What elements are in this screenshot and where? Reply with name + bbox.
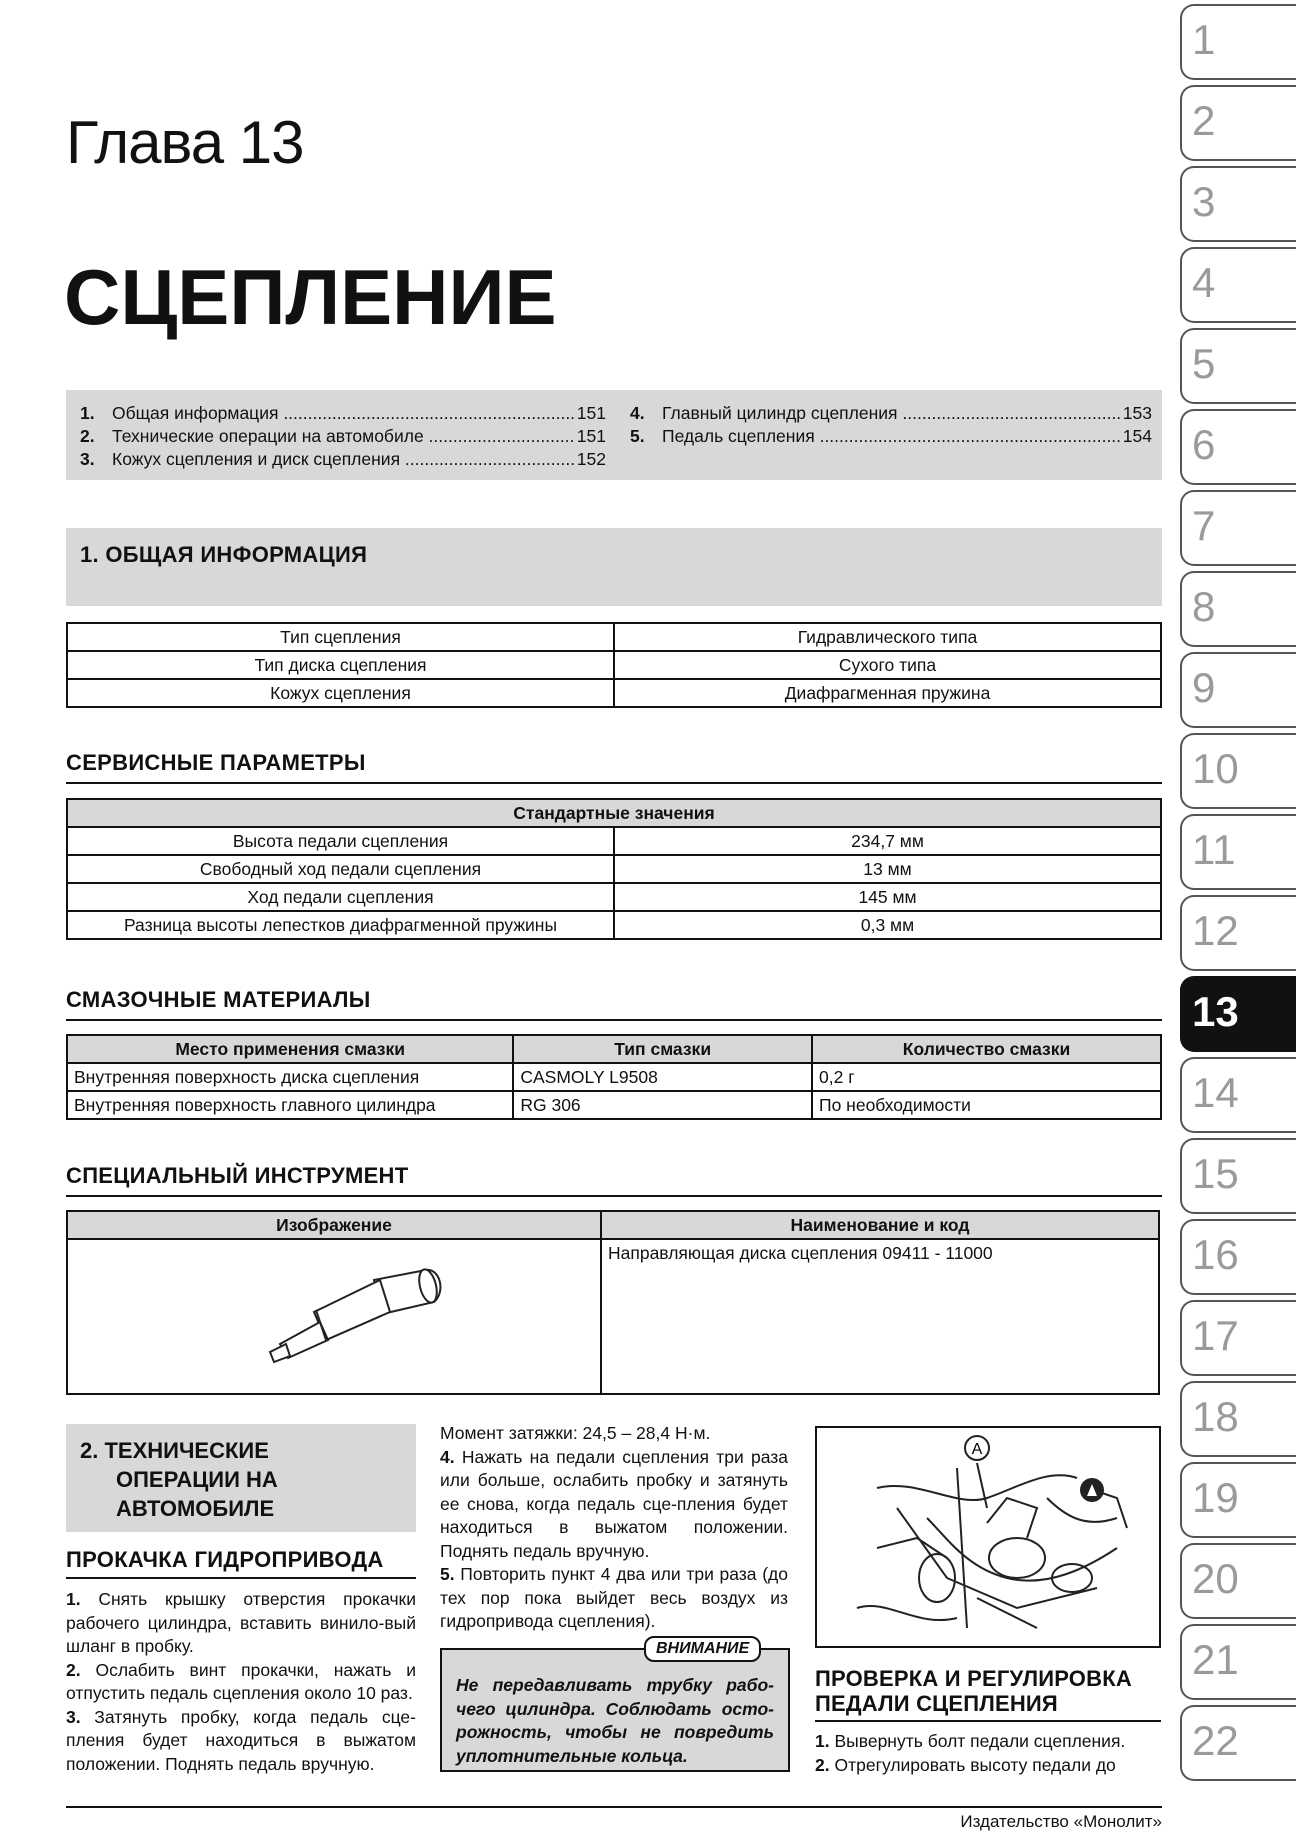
chapter-tab-22[interactable]: 22 — [1180, 1705, 1296, 1781]
list-item: 4. Нажать на педали сцепления три раза или больше, ослабить пробку и затянуть ее снова, когда педаль сце-пления будет находиться в выжатом положении. Поднять педаль вручную. — [440, 1446, 788, 1561]
bleeding-steps-column — [66, 1588, 416, 1776]
chapter-tab-6[interactable]: 6 — [1180, 409, 1296, 485]
pointer-line — [977, 1463, 987, 1508]
table-cell: По необходимости — [812, 1091, 1161, 1119]
table-cell: CASMOLY L9508 — [513, 1063, 812, 1091]
toc-item[interactable]: 5. Педаль сцепления ..... 154 — [616, 425, 1152, 448]
section-title-line: АВТОМОБИЛЕ — [116, 1496, 275, 1521]
chapter-tab-8[interactable]: 8 — [1180, 571, 1296, 647]
special-tools-table — [66, 1210, 1160, 1395]
chapter-tab-3[interactable]: 3 — [1180, 166, 1296, 242]
chapter-tab-20[interactable]: 20 — [1180, 1543, 1296, 1619]
table-row — [67, 1091, 1161, 1119]
list-item: 2. Отрегулировать высоту педали до — [815, 1754, 1116, 1775]
table-row — [67, 651, 1161, 679]
section-general-info-header — [66, 528, 1162, 606]
table-cell: Тип сцепления — [67, 623, 614, 651]
lubricants-heading: СМАЗОЧНЫЕ МАТЕРИАЛЫ — [66, 987, 1162, 1021]
table-cell: Кожух сцепления — [67, 679, 614, 707]
chapter-tab-19[interactable]: 19 — [1180, 1462, 1296, 1538]
table-cell: 234,7 мм — [614, 827, 1161, 855]
table-row — [67, 1211, 1159, 1239]
lubricants-table — [66, 1034, 1162, 1120]
warning-title: ВНИМАНИЕ — [644, 1636, 761, 1662]
chapter-tab-21[interactable]: 21 — [1180, 1624, 1296, 1700]
chapter-tab-13-active[interactable]: 13 — [1180, 976, 1296, 1052]
toc-item[interactable]: 1. Общая информация ..... 151 — [66, 402, 606, 425]
clutch-mechanism-illustration — [817, 1428, 1159, 1646]
table-header: Место применения смазки — [67, 1035, 513, 1063]
chapter-tab-15[interactable]: 15 — [1180, 1138, 1296, 1214]
table-cell: 145 мм — [614, 883, 1161, 911]
special-tools-heading: СПЕЦИАЛЬНЫЙ ИНСТРУМЕНТ — [66, 1163, 1162, 1197]
table-header: Количество смазки — [812, 1035, 1161, 1063]
chapter-tab-2[interactable]: 2 — [1180, 85, 1296, 161]
table-cell: Ход педали сцепления — [67, 883, 614, 911]
torque-note: Момент затяжки: 24,5 – 28,4 Н·м. — [440, 1423, 711, 1443]
table-header: Наименование и код — [601, 1211, 1159, 1239]
section-title: 1. ОБЩАЯ ИНФОРМАЦИЯ — [80, 542, 368, 567]
table-row — [67, 1035, 1161, 1063]
table-cell: 13 мм — [614, 855, 1161, 883]
general-info-table — [66, 622, 1162, 708]
toc-left-column — [66, 402, 606, 471]
clutch-pedal-figure — [815, 1426, 1161, 1648]
table-cell: Высота педали сцепления — [67, 827, 614, 855]
tool-name-cell: Направляющая диска сцепления 09411 - 11000 — [601, 1239, 1159, 1394]
table-cell: Гидравлического типа — [614, 623, 1161, 651]
table-header: Тип смазки — [513, 1035, 812, 1063]
chapter-tab-5[interactable]: 5 — [1180, 328, 1296, 404]
table-cell: Внутренняя поверхность диска сцепления — [67, 1063, 513, 1091]
chapter-tab-18[interactable]: 18 — [1180, 1381, 1296, 1457]
toc-right-column — [616, 402, 1152, 448]
table-cell: Свободный ход педали сцепления — [67, 855, 614, 883]
section-title-line: ОПЕРАЦИИ НА — [116, 1467, 278, 1492]
table-row — [67, 827, 1161, 855]
table-row — [67, 1239, 1159, 1394]
warning-box — [440, 1640, 790, 1772]
chapter-tab-4[interactable]: 4 — [1180, 247, 1296, 323]
table-cell: Разница высоты лепестков диафрагменной пружины — [67, 911, 614, 939]
table-row — [67, 1063, 1161, 1091]
table-cell: Диафрагменная пружина — [614, 679, 1161, 707]
chapter-tab-11[interactable]: 11 — [1180, 814, 1296, 890]
list-item: 2. Ослабить винт прокачки, нажать и отпустить педаль сцепления около 10 раз. — [66, 1659, 416, 1703]
chapter-tab-1[interactable]: 1 — [1180, 4, 1296, 80]
pedal-check-heading: ПРОВЕРКА И РЕГУЛИРОВКА ПЕДАЛИ СЦЕПЛЕНИЯ — [815, 1666, 1161, 1722]
pedal-check-steps-column — [815, 1730, 1161, 1777]
list-item: 1. Снять крышку отверстия прокачки рабочего цилиндра, вставить винило-вый шланг в пробку. — [66, 1589, 416, 1656]
chapter-tab-7[interactable]: 7 — [1180, 490, 1296, 566]
warning-text: Не передавливать трубку рабо-чего цилиндра. Соблюдать осто-рожность, чтобы не повредить уплотнительные кольца. — [456, 1675, 774, 1766]
footer-divider — [66, 1806, 1162, 1808]
table-header: Стандартные значения — [67, 799, 1161, 827]
callout-a-label: A — [971, 1441, 983, 1458]
table-row — [67, 883, 1161, 911]
toc-item[interactable]: 4. Главный цилиндр сцепления ..... 153 — [616, 402, 1152, 425]
toc-item[interactable]: 3. Кожух сцепления и диск сцепления ..... 152 — [66, 448, 606, 471]
publisher-footer: Издательство «Монолит» — [960, 1812, 1162, 1831]
chapter-tab-17[interactable]: 17 — [1180, 1300, 1296, 1376]
service-params-heading: СЕРВИСНЫЕ ПАРАМЕТРЫ — [66, 750, 1162, 784]
table-row — [67, 623, 1161, 651]
table-cell: Тип диска сцепления — [67, 651, 614, 679]
service-params-table — [66, 798, 1162, 940]
list-item: 5. Повторить пункт 4 два или три раза (до тех пор пока выйдет весь воздух из гидропривода сцепления). — [440, 1564, 788, 1631]
tool-image-cell — [67, 1239, 601, 1394]
chapter-tab-12[interactable]: 12 — [1180, 895, 1296, 971]
table-cell: Сухого типа — [614, 651, 1161, 679]
section-title-line: 2. ТЕХНИЧЕСКИЕ — [80, 1438, 269, 1463]
toc-item[interactable]: 2. Технические операции на автомобиле ..... 151 — [66, 425, 606, 448]
bleeding-heading: ПРОКАЧКА ГИДРОПРИВОДА — [66, 1547, 416, 1579]
section-tech-operations-header — [66, 1424, 416, 1532]
table-cell: Внутренняя поверхность главного цилиндра — [67, 1091, 513, 1119]
list-item: 3. Затянуть пробку, когда педаль сце-пления будет находиться в выжатом положении. Поднять педаль вручную. — [66, 1706, 416, 1774]
list-item: 1. Вывернуть болт педали сцепления. — [815, 1731, 1126, 1751]
table-cell: RG 306 — [513, 1091, 812, 1119]
table-row — [67, 855, 1161, 883]
chapter-tab-14[interactable]: 14 — [1180, 1057, 1296, 1133]
chapter-label: Глава 13 — [66, 109, 304, 176]
table-row — [67, 679, 1161, 707]
table-header: Изображение — [67, 1211, 601, 1239]
clutch-guide-tool-illustration — [74, 1240, 594, 1386]
chapter-tab-16[interactable]: 16 — [1180, 1219, 1296, 1295]
chapter-tab-9[interactable]: 9 — [1180, 652, 1296, 728]
table-cell: 0,3 мм — [614, 911, 1161, 939]
bleeding-steps-column-2 — [440, 1422, 788, 1634]
table-row — [67, 911, 1161, 939]
table-row — [67, 799, 1161, 827]
chapter-title: СЦЕПЛЕНИЕ — [64, 253, 557, 341]
table-cell: 0,2 г — [812, 1063, 1161, 1091]
chapter-tab-10[interactable]: 10 — [1180, 733, 1296, 809]
table-of-contents — [66, 390, 1162, 480]
